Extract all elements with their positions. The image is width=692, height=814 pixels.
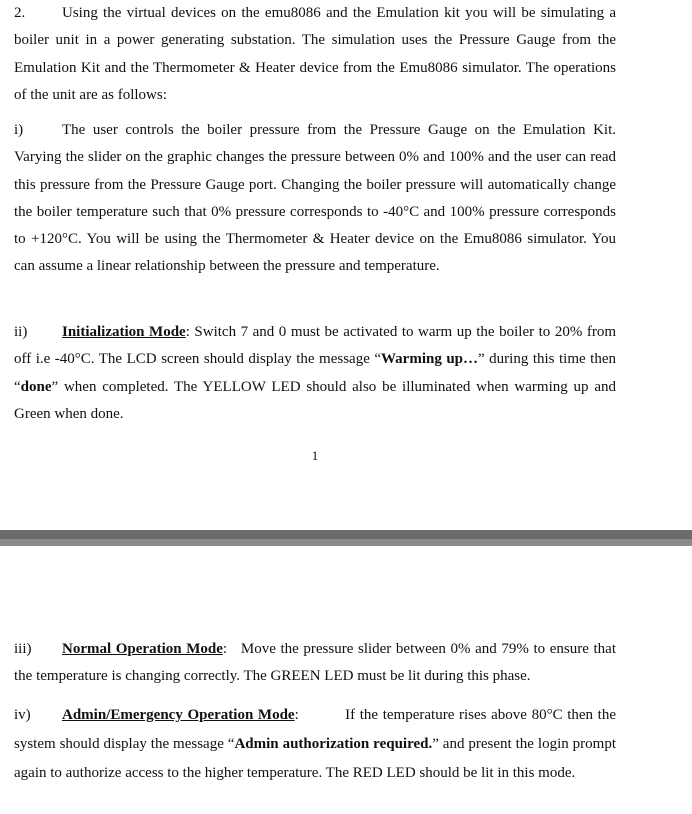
question-number: 2. bbox=[14, 5, 26, 21]
page-number: 1 bbox=[311, 448, 319, 463]
item-iv-paragraph bbox=[14, 701, 620, 787]
warming-up-message: Warming up… bbox=[381, 351, 479, 368]
item-iv-text-2: ” and present the login prompt again to authorize access to the higher temperature. The RED LED should be lit in this mode. bbox=[14, 735, 616, 781]
item-i-number: i) bbox=[14, 122, 24, 138]
item-iii-number: iii) bbox=[14, 641, 32, 657]
page-break-divider bbox=[0, 530, 692, 546]
item-iv-text-1: : If the temperature rises above 80°C then the system should display the message “ bbox=[14, 707, 620, 752]
item-i-paragraph bbox=[14, 117, 616, 281]
item-ii-paragraph bbox=[14, 319, 616, 428]
admin-authorization-message: Admin authorization required. bbox=[234, 735, 433, 752]
question-intro-paragraph bbox=[14, 0, 616, 109]
item-ii-text-1: : Switch 7 and 0 must be activated to warm up the boiler to 20% from off i.e -40°C. The LCD screen should display the message “ bbox=[14, 324, 616, 368]
item-iii-text: : Move the pressure slider between 0% and 79% to ensure that the temperature is changing correctly. The GREEN LED must be lit during this phase. bbox=[14, 641, 620, 685]
done-message: done bbox=[20, 378, 52, 395]
normal-operation-mode-heading: Normal Operation Mode bbox=[62, 641, 223, 657]
document-page-2 bbox=[0, 546, 692, 814]
item-iii-paragraph bbox=[14, 636, 620, 691]
item-ii-text-2: ” during this time then “ bbox=[14, 351, 616, 395]
admin-emergency-mode-heading: Admin/Emergency Operation Mode bbox=[62, 707, 295, 723]
item-ii-text-3: ” when completed. The YELLOW LED should also be illuminated when warming up and Green when done. bbox=[14, 378, 616, 422]
question-intro-text: Using the virtual devices on the emu8086 and the Emulation kit you will be simulating a boiler unit in a power generating substation. The simulation uses the Pressure Gauge from the Emulation Kit and the Thermometer & Heater device from the Emu8086 simulator. The operations of the unit are as follows: bbox=[14, 5, 616, 103]
item-ii-number: ii) bbox=[14, 324, 28, 340]
item-iv-number: iv) bbox=[14, 707, 31, 723]
item-i-text: The user controls the boiler pressure from the Pressure Gauge on the Emulation Kit. Varying the slider on the graphic changes the pressure between 0% and 100% and the user can read this pressure from the Pressure Gauge port. Changing the boiler pressure will automatically change the boiler temperature such that 0% pressure corresponds to -40°C and 100% pressure corresponds to +120°C. You will be using the Thermometer & Heater device on the Emu8086 simulator. You can assume a linear relationship between the pressure and temperature. bbox=[14, 122, 616, 275]
initialization-mode-heading: Initialization Mode bbox=[62, 324, 186, 340]
